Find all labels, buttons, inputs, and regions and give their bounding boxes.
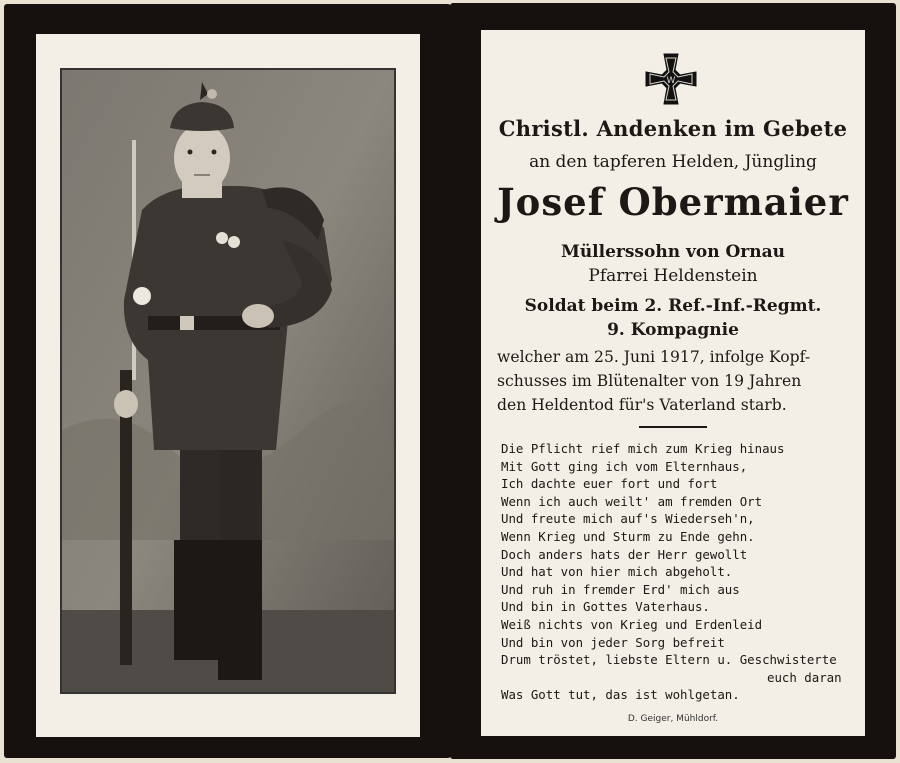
right-boot — [218, 540, 262, 680]
death-line-3: den Heldentod für's Vaterland starb. — [497, 396, 787, 414]
unit-line: Soldat beim 2. Ref.-Inf.-Regmt. — [524, 296, 822, 316]
poem-line: Mit Gott ging ich vom Elternhaus, — [501, 458, 748, 474]
soldier-portrait-illustration — [62, 70, 394, 692]
soldier-portrait-photo — [60, 68, 396, 694]
poem-line: Was Gott tut, das ist wohlgetan. — [501, 687, 740, 703]
photo-card-paper — [36, 34, 420, 737]
poem-line: Ich dachte euer fort und fort — [501, 476, 718, 492]
poem-line: Und bin in Gottes Vaterhaus. — [501, 599, 710, 615]
divider — [639, 426, 707, 428]
poem-line: Und bin von jeder Sorg befreit — [501, 634, 725, 650]
iron-cross-icon — [644, 52, 698, 106]
poem-line: Drum tröstet, liebste Eltern u. Geschwisterte — [501, 652, 837, 668]
origin-line: Müllerssohn von Ornau — [561, 242, 785, 262]
text-card — [450, 3, 896, 759]
poem-line: Wenn Krieg und Sturm zu Ende gehn. — [501, 528, 755, 544]
svg-text:W: W — [666, 76, 676, 86]
poem-line: Und freute mich auf's Wiederseh'n, — [501, 511, 755, 527]
flower — [133, 287, 151, 305]
printer-imprint: D. Geiger, Mühldorf. — [627, 714, 719, 724]
memorial-intro: an den tapferen Helden, Jüngling — [529, 152, 817, 172]
deceased-name: Josef Obermaier — [497, 180, 849, 224]
poem-line: euch daran — [767, 669, 842, 685]
memorial-heading: Christl. Andenken im Gebete — [498, 116, 848, 141]
parish-line: Pfarrei Heldenstein — [588, 266, 758, 286]
photo-card — [4, 4, 451, 758]
text-card-paper — [481, 30, 865, 736]
poem-line: Doch anders hats der Herr gewollt — [501, 546, 748, 562]
death-line-2: schusses im Blütenalter von 19 Jahren — [497, 372, 802, 390]
poem — [501, 440, 857, 704]
poem-line: Und hat von hier mich abgeholt. — [501, 564, 733, 580]
death-line-1: welcher am 25. Juni 1917, infolge Kopf- — [497, 348, 811, 366]
poem-line: Weiß nichts von Krieg und Erdenleid — [501, 616, 763, 632]
poem-line: Die Pflicht rief mich zum Krieg hinaus — [501, 441, 785, 456]
poem-line: Wenn ich auch weilt' am fremden Ort — [501, 493, 763, 509]
poem-line: Und ruh in fremder Erd' mich aus — [501, 581, 740, 597]
company-line: 9. Kompagnie — [607, 320, 739, 340]
